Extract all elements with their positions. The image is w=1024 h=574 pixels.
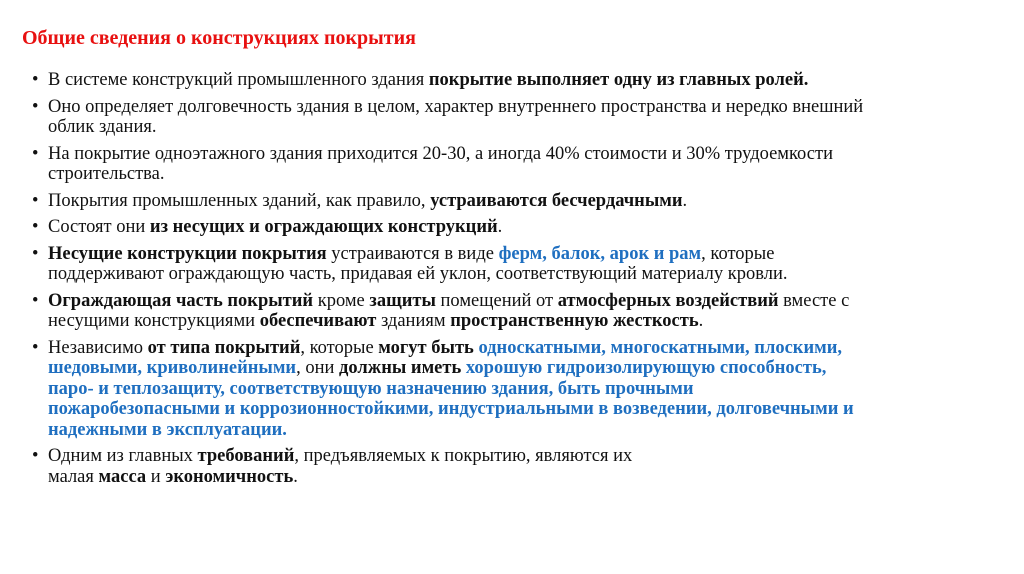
slide-title: Общие сведения о конструкциях покрытия <box>22 27 416 49</box>
highlighted-text: ферм, балок, арок и рам <box>498 243 702 264</box>
text-segment: Независимо <box>48 337 148 358</box>
text-segment: . <box>698 311 704 331</box>
text-segment: кроме <box>313 290 370 311</box>
bullet-dot-icon: • <box>32 143 39 164</box>
bold-text: требований <box>197 446 295 466</box>
bold-text: Ограждающая часть покрытий <box>48 290 314 311</box>
text-segment: строительства. <box>48 164 165 184</box>
bullet-dot-icon: • <box>32 96 39 117</box>
bold-text: атмосферных воздействий <box>557 290 779 311</box>
text-segment: . <box>682 190 688 211</box>
text-segment: вместе с <box>778 290 850 311</box>
bullet-dot-icon: • <box>32 217 39 237</box>
text-segment: Покрытия промышленных зданий, как правило, <box>48 190 431 211</box>
bold-text: экономичность <box>165 466 294 487</box>
highlighted-text: паро- и теплозащиту, соответствующую назначению здания, быть прочными <box>48 378 694 399</box>
bold-text: пространственную жесткость <box>450 311 699 331</box>
highlighted-text: односкатными, многоскатными, плоскими, <box>478 337 842 358</box>
text-segment: Оно определяет долговечность здания в целом, характер внутреннего пространства и нередко внешний <box>48 96 864 117</box>
bullet-list <box>30 70 1010 493</box>
text-segment: , которые <box>701 243 775 264</box>
bold-text: должны иметь <box>339 358 462 378</box>
highlighted-text: хорошую гидроизолирующую способность, <box>465 358 827 378</box>
bold-text: покрытие выполняет одну из главных ролей. <box>428 70 809 90</box>
bullet-item <box>30 217 1010 238</box>
bullet-item <box>30 338 1010 441</box>
text-segment: В системе конструкций промышленного здания <box>48 70 429 90</box>
bullet-dot-icon: • <box>32 70 39 90</box>
bullet-item <box>30 144 1010 185</box>
text-segment: . <box>497 217 503 237</box>
bold-text: могут быть <box>378 337 474 358</box>
text-segment: , предъявляемых к покрытию, являются их <box>294 446 633 466</box>
bullet-item <box>30 446 1010 487</box>
text-segment: поддерживают ограждающую часть, придавая ей уклон, соответствующий материалу кровли. <box>48 264 788 284</box>
bold-text: устраиваются бесчердачными <box>430 190 683 211</box>
bold-text: Несущие конструкции покрытия <box>48 243 327 264</box>
bold-text: обеспечивают <box>259 311 377 331</box>
bullet-dot-icon: • <box>32 290 39 311</box>
text-segment: зданиям <box>376 311 451 331</box>
bullet-dot-icon: • <box>32 337 39 358</box>
text-segment: и <box>146 466 166 487</box>
text-segment: , которые <box>300 337 379 358</box>
text-segment: Одним из главных <box>48 446 198 466</box>
bullet-item <box>30 244 1010 285</box>
highlighted-text: пожаробезопасными и коррозионностойкими, индустриальными в возведении, долговечными и <box>48 399 854 419</box>
text-segment: , они <box>296 358 340 378</box>
text-segment: . <box>293 466 298 487</box>
highlighted-text: шедовыми, криволинейными <box>48 358 297 378</box>
bullet-dot-icon: • <box>32 190 39 211</box>
bold-text: защиты <box>369 290 436 311</box>
highlighted-text: надежными в эксплуатации. <box>48 419 287 440</box>
bold-text: от типа покрытий <box>147 337 301 358</box>
bullet-dot-icon: • <box>32 446 39 466</box>
text-segment: На покрытие одноэтажного здания приходится 20-30, а иногда 40% стоимости и 30% трудоемкости <box>48 143 833 164</box>
bold-text: из несущих и ограждающих конструкций <box>149 217 498 237</box>
bullet-item <box>30 70 1010 91</box>
bullet-item <box>30 97 1010 138</box>
bold-text: масса <box>98 466 147 487</box>
bullet-dot-icon: • <box>32 243 39 264</box>
text-segment: помещений от <box>435 290 558 311</box>
text-segment: устраиваются в виде <box>326 243 499 264</box>
text-segment: облик здания. <box>48 117 157 137</box>
text-segment: несущими конструкциями <box>48 311 260 331</box>
bullet-item <box>30 191 1010 212</box>
text-segment: Состоят они <box>48 217 150 237</box>
text-segment: малая <box>48 466 99 487</box>
bullet-item <box>30 291 1010 332</box>
